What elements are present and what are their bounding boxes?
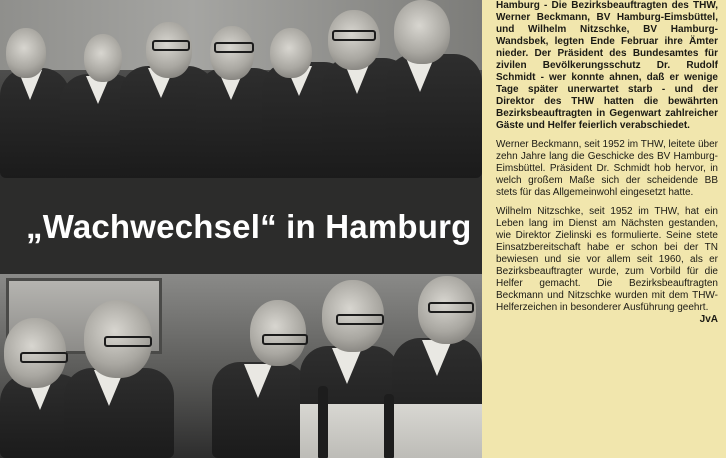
article-text [496,0,718,326]
photo-bottle [384,394,394,458]
paragraph-beckmann: Werner Beckmann, seit 1952 im THW, leitete über zehn Jahre lang die Geschicke des BV Hamburg-Eimsbüttel. Präsident Dr. Schmidt hob hervor, in welch großem Maße sich der scheidende BB stets für das Allgemeinwohl eingesetzt hatte. [496,139,718,198]
photo-officials-at-table [0,274,482,458]
lead-paragraph: Hamburg - Die Bezirksbeauftragten des THW, Werner Beckmann, BV Hamburg-Eimsbüttel, und Wilhelm Nitzschke, BV Hamburg-Wandsbek, legten Ende Februar ihre Ämter nieder. Der Präsident des Bundesamtes für zivilen Bevölkerungsschutz Dr. Rudolf Schmidt - wer konnte ahnen, daß er wenige Tage später unerwartet starb - und der Direktor des THW hatten die bewährten Bezirksbeauftragten in Gegenwart zahlreicher Gäste und Helfer feierlich verabschiedet. [496,0,718,131]
paragraph-nitzschke [496,206,718,325]
headline-band [0,178,482,274]
author-signature: JvA [699,314,718,325]
photo-officials-seated [0,0,482,178]
headline: „Wachwechsel“ in Hamburg [26,208,472,245]
paragraph-nitzschke-text: Wilhelm Nitzschke, seit 1952 im THW, hat ein Leben lang im Dienst am Nächsten gestanden, wie Direktor Zielinski es formulierte. Seine stete Einsatzbereitschaft habe er schon bei der TN bewiesen und sie vor allem seit 1960, als er Bezirksbeauftragter wurde, zum Vorbild für die Helfer gemacht. Die Bezirksbeauftragten Beckmann und Nitzschke wurden mit dem THW-Helferzeichen in besonderer Ausführung geehrt. [496,206,718,313]
photo-bottle [318,386,328,458]
